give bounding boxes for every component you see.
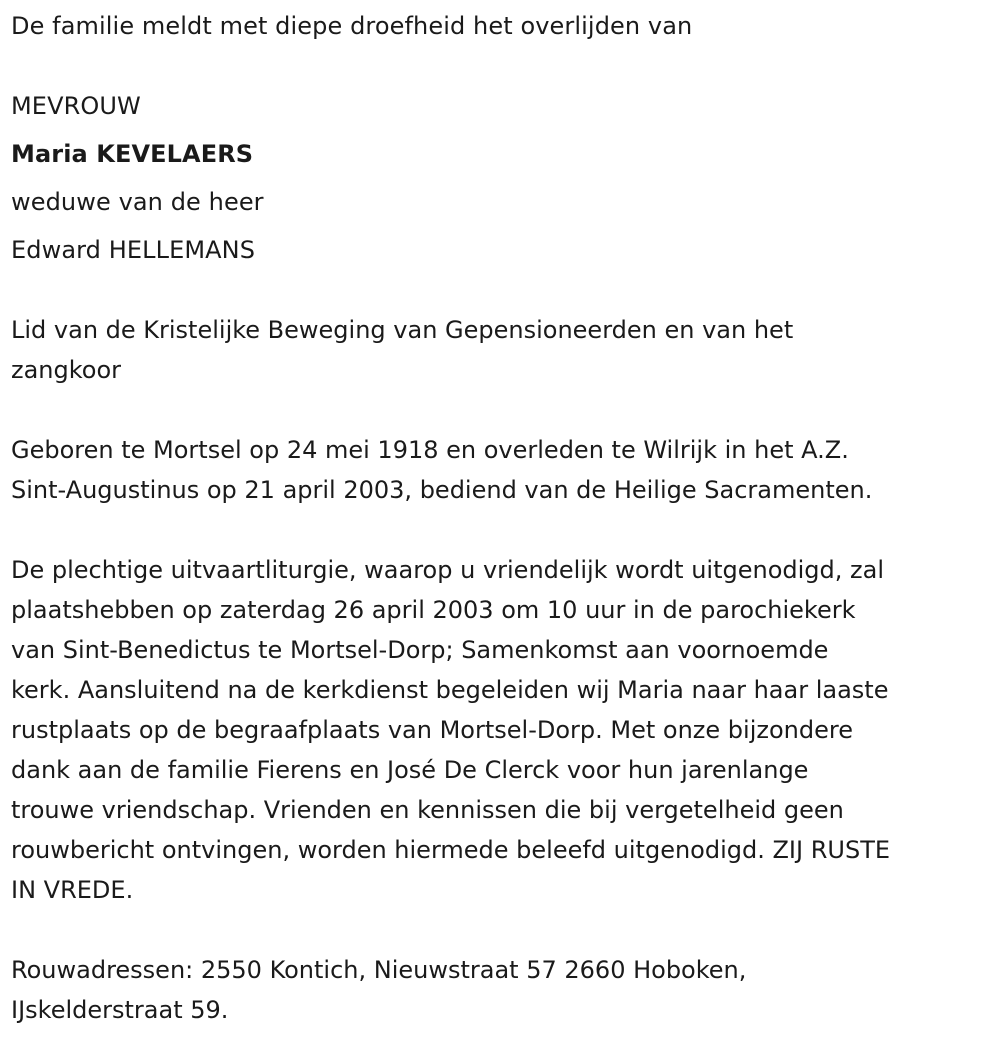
- address-line: Rouwadressen: 2550 Kontich, Nieuwstraat 57 2660 Hoboken,: [11, 956, 747, 984]
- funeral-paragraph: [11, 550, 991, 910]
- funeral-line: plaatshebben op zaterdag 26 april 2003 om 10 uur in de parochiekerk: [11, 596, 856, 624]
- honorific: MEVROUW: [11, 92, 141, 120]
- funeral-line: De plechtige uitvaartliturgie, waarop u vriendelijk wordt uitgenodigd, zal: [11, 556, 884, 584]
- birth-death-paragraph: [11, 430, 991, 510]
- birth-death-line: Sint-Augustinus op 21 april 2003, bediend van de Heilige Sacramenten.: [11, 476, 873, 504]
- intro-text: De familie meldt met diepe droefheid het overlijden van: [11, 12, 693, 40]
- funeral-line: van Sint-Benedictus te Mortsel-Dorp; Samenkomst aan voornoemde: [11, 636, 829, 664]
- spacer: [11, 270, 992, 310]
- spacer: [11, 910, 992, 950]
- membership-paragraph: [11, 310, 991, 390]
- funeral-line: kerk. Aansluitend na de kerkdienst begeleiden wij Maria naar haar laaste: [11, 676, 889, 704]
- birth-death-line: Geboren te Mortsel op 24 mei 1918 en overleden te Wilrijk in het A.Z.: [11, 436, 849, 464]
- addresses-paragraph: [11, 950, 991, 1030]
- funeral-line: rustplaats op de begraafplaats van Mortsel-Dorp. Met onze bijzondere: [11, 716, 853, 744]
- funeral-line: dank aan de familie Fierens en José De Clerck voor hun jarenlange: [11, 756, 809, 784]
- death-notice: [0, 6, 1000, 1051]
- funeral-line: IN VREDE.: [11, 876, 134, 904]
- membership-line: zangkoor: [11, 356, 122, 384]
- spacer: [11, 510, 992, 550]
- spacer: [11, 390, 992, 430]
- funeral-line: trouwe vriendschap. Vrienden en kennissen die bij vergetelheid geen: [11, 796, 844, 824]
- address-line: IJskelderstraat 59.: [11, 996, 229, 1024]
- spacer: [11, 46, 992, 86]
- relation-text: weduwe van de heer: [11, 188, 264, 216]
- spouse-name: Edward HELLEMANS: [11, 236, 256, 264]
- deceased-name: Maria KEVELAERS: [11, 140, 254, 168]
- membership-line: Lid van de Kristelijke Beweging van Gepensioneerden en van het: [11, 316, 794, 344]
- funeral-line: rouwbericht ontvingen, worden hiermede beleefd uitgenodigd. ZIJ RUSTE: [11, 836, 891, 864]
